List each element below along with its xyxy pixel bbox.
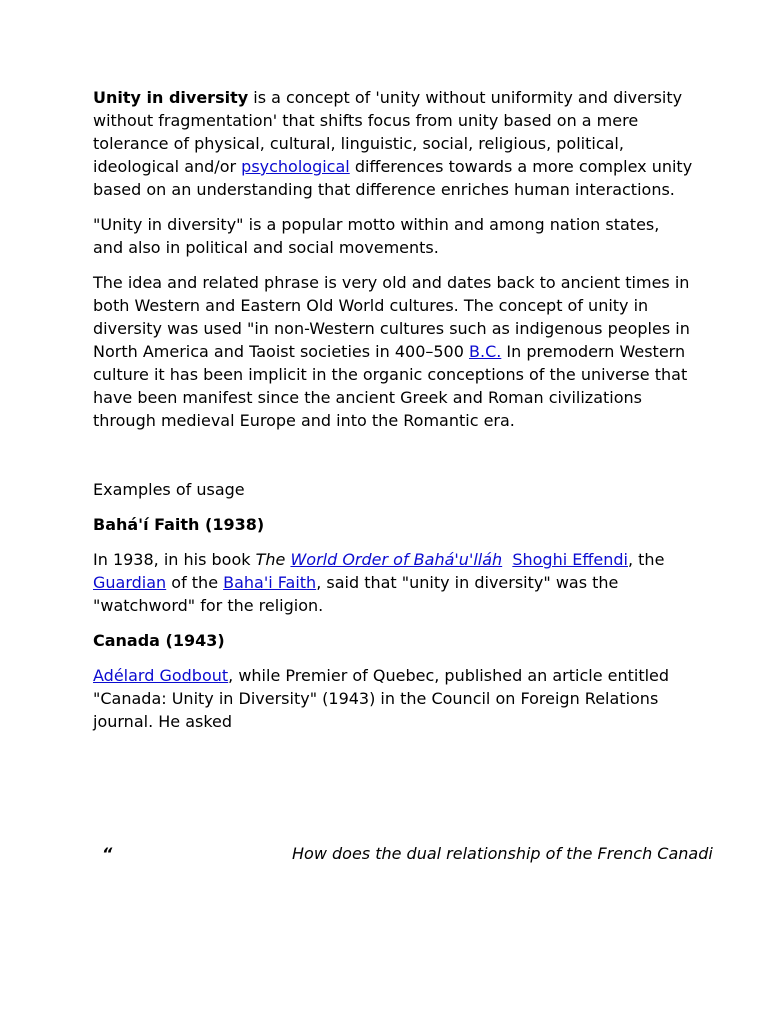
bahai-text-1: In 1938, in his book	[93, 550, 256, 569]
bc-link[interactable]: B.C.	[469, 342, 502, 361]
guardian-link[interactable]: Guardian	[93, 573, 167, 592]
intro-term: Unity in diversity	[93, 88, 249, 107]
canada-paragraph	[93, 664, 693, 733]
shoghi-effendi-link[interactable]: Shoghi Effendi	[512, 550, 628, 569]
intro-text-2: differences towards a more complex unity based on an understanding that difference enriches human interactions.	[93, 157, 693, 199]
godbout-link[interactable]: Adélard Godbout	[93, 666, 229, 685]
motto-paragraph: "Unity in diversity" is a popular motto within and among nation states, and also in political and social movements.	[93, 215, 660, 257]
bahai-paragraph	[93, 548, 693, 617]
canada-heading: Canada (1943)	[93, 631, 225, 650]
quote-text: How does the dual relationship of the French Canadi	[292, 844, 713, 863]
history-paragraph	[93, 271, 693, 432]
history-text-1: The idea and related phrase is very old and dates back to ancient times in both Western and Eastern Old World cultures. The concept of unity in diversity was used "in non-Western cultures such as indigenous peoples in North America and Taoist societies in 400–500	[93, 273, 690, 361]
spacer	[93, 444, 693, 478]
quote-mark: “	[102, 844, 113, 863]
intro-paragraph	[93, 86, 693, 201]
book-link[interactable]: World Order of Bahá'u'lláh	[290, 550, 503, 569]
psychological-link[interactable]: psychological	[241, 157, 350, 176]
book-prefix: The	[255, 550, 291, 569]
bahai-heading: Bahá'í Faith (1938)	[93, 515, 265, 534]
examples-label: Examples of usage	[93, 480, 245, 499]
intro-text-1: is a concept of 'unity without uniformity and diversity without fragmentation' that shifts focus from unity based on a mere tolerance of physical, cultural, linguistic, social, religious, political, ideological and/or	[93, 88, 683, 176]
quote-row	[0, 842, 768, 868]
canada-text-1: , while Premier of Quebec, published an article entitled "Canada: Unity in Diversity" (1943) in the Council on Foreign Relations journal. He asked	[93, 666, 670, 731]
document-body	[93, 86, 693, 745]
bahai-text-3: of the	[166, 573, 224, 592]
bahai-text-4: , said that "unity in diversity" was the "watchword" for the religion.	[93, 573, 619, 615]
history-text-2: In premodern Western culture it has been implicit in the organic conceptions of the universe that have been manifest since the ancient Greek and Roman civilizations through medieval Europe and into the Romantic era.	[93, 342, 688, 430]
bahai-faith-link[interactable]: Baha'i Faith	[223, 573, 317, 592]
bahai-text-2: , the	[627, 550, 665, 569]
